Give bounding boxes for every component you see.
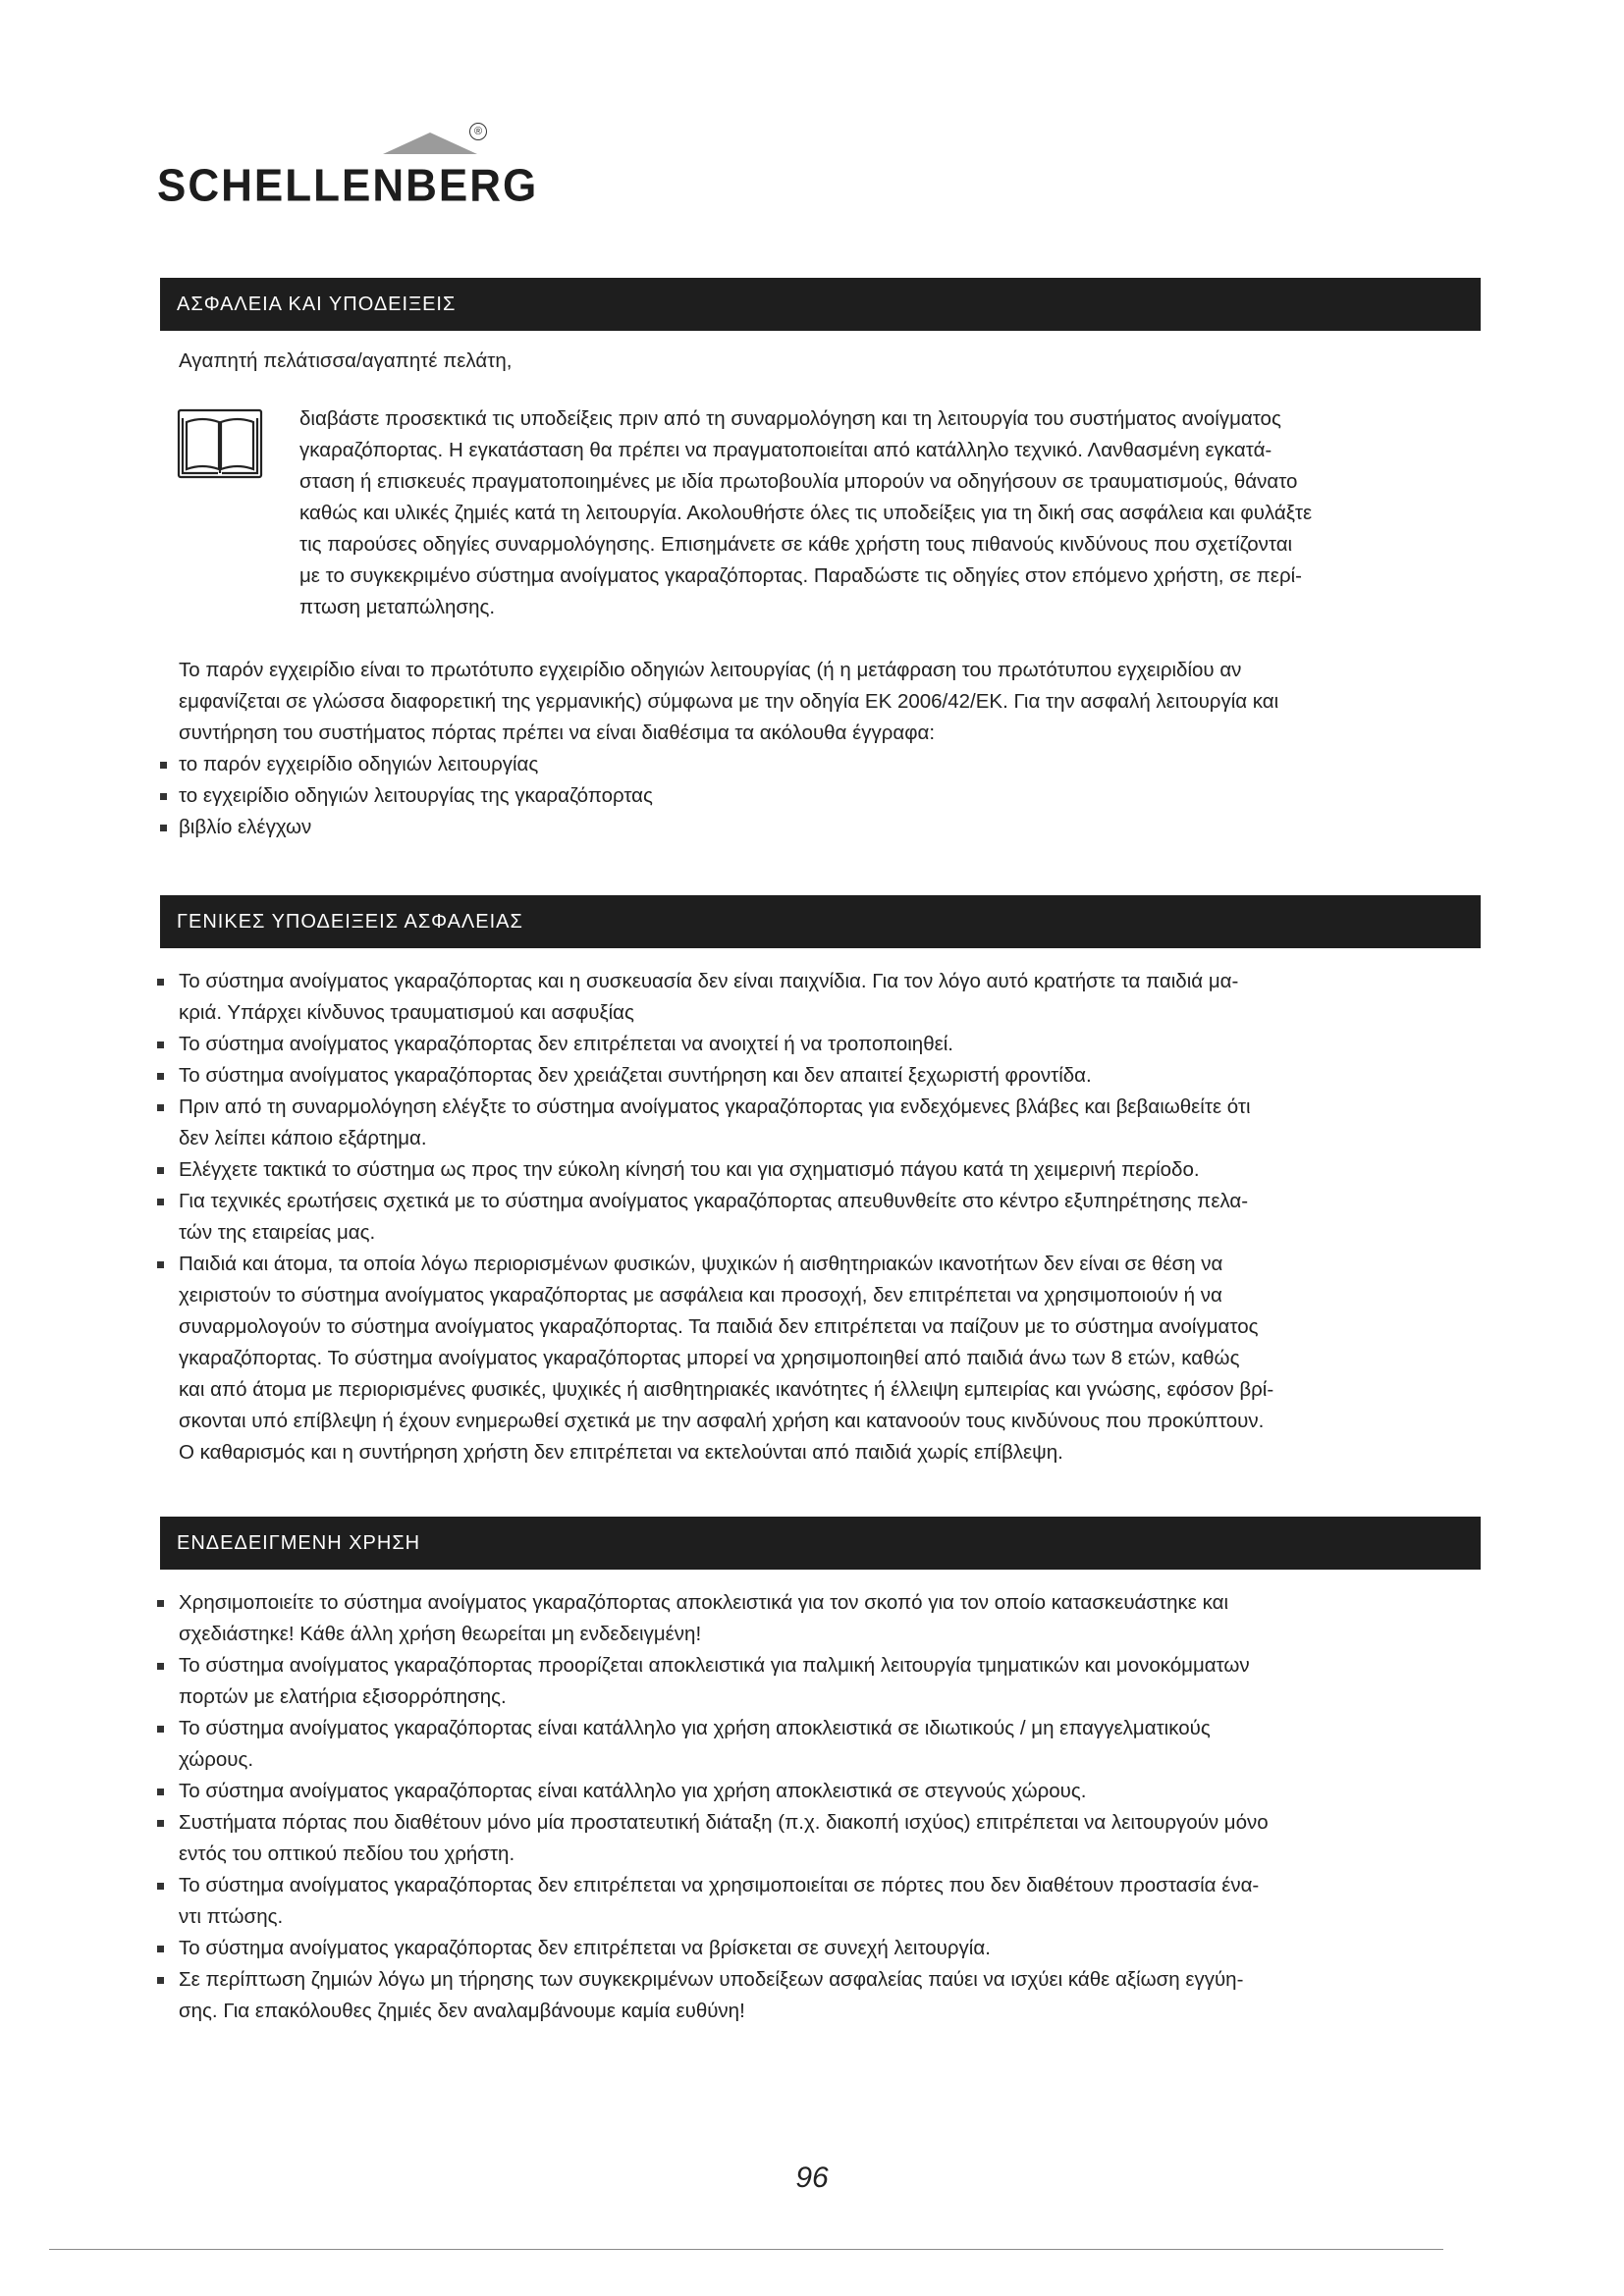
list-item-line: κριά. Υπάρχει κίνδυνος τραυματισμού και ασφυξίας	[179, 1001, 634, 1024]
intro-line: διαβάστε προσεκτικά τις υποδείξεις πριν από τη συναρμολόγηση και τη λειτουργία του συστήματος ανοίγματος	[299, 407, 1281, 430]
list-item-line: Για τεχνικές ερωτήσεις σχετικά με το σύστημα ανοίγματος γκαραζόπορτας απευθυνθείτε στο κέντρο εξυπηρέτησης πελα-	[179, 1190, 1249, 1212]
bullet-icon	[157, 1977, 164, 1984]
list-item	[157, 1092, 1483, 1154]
list-item	[157, 1807, 1483, 1870]
footer-divider	[49, 2249, 1443, 2250]
brand-logo	[157, 123, 539, 221]
list-item-line: χώρους.	[179, 1748, 254, 1771]
bullet-icon	[157, 1789, 164, 1795]
intro-line: σταση ή επισκευές πραγματοποιημένες με ιδία πρωτοβουλία μπορούν να οδηγήσουν σε τραυματισμούς, θάνατο	[299, 470, 1298, 493]
list-item-line: Το σύστημα ανοίγματος γκαραζόπορτας δεν επιτρέπεται να χρησιμοποιείται σε πόρτες που δεν διαθέτουν προστασία ένα-	[179, 1874, 1260, 1896]
list-item	[157, 1186, 1483, 1249]
list-item-line: πορτών με ελατήρια εξισορρόπησης.	[179, 1685, 507, 1708]
section-header-intended-use: ΕΝΔΕΔΕΙΓΜΕΝΗ ΧΡΗΣΗ	[160, 1517, 1481, 1570]
intro-line: τις παρούσες οδηγίες συναρμολόγησης. Επισημάνετε σε κάθε χρήστη τους πιθανούς κινδύνους που σχετίζονται	[299, 533, 1293, 556]
logo-roof-icon	[383, 133, 477, 154]
bullet-icon	[157, 1726, 164, 1733]
list-item-line: Συστήματα πόρτας που διαθέτουν μόνο μία προστατευτική διάταξη (π.χ. διακοπή ισχύος) επιτρέπεται να λειτουργούν μόνο	[179, 1811, 1269, 1834]
list-item	[157, 1713, 1483, 1776]
list-item	[157, 1776, 1483, 1807]
bullet-icon	[157, 1167, 164, 1174]
list-item-line: ντι πτώσης.	[179, 1905, 284, 1928]
list-item	[157, 1870, 1483, 1933]
intro-line: γκαραζόπορτας. Η εγκατάσταση θα πρέπει να πραγματοποιείται από κατάλληλο τεχνικό. Λανθασμένη εγκατά-	[299, 439, 1272, 461]
book-icon	[177, 408, 263, 479]
list-item	[157, 1060, 1483, 1092]
bullet-icon	[157, 1199, 164, 1205]
intro-line: με το συγκεκριμένο σύστημα ανοίγματος γκαραζόπορτας. Παραδώστε τις οδηγίες στον επόμενο χρήστη, σε περί-	[299, 564, 1302, 587]
bullet-icon	[157, 1946, 164, 1952]
list-item	[179, 749, 653, 780]
list-item-line: Παιδιά και άτομα, τα οποία λόγω περιορισμένων φυσικών, ψυχικών ή αισθητηριακών ικανοτήτων δεν είναι σε θέση να	[179, 1253, 1223, 1275]
list-item	[179, 780, 653, 812]
list-item-line: Ελέγχετε τακτικά το σύστημα ως προς την εύκολη κίνησή του και για σχηματισμό πάγου κατά τη χειμερινή περίοδο.	[179, 1158, 1200, 1181]
list-item-line: και από άτομα με περιορισμένες φυσικές, ψυχικές ή αισθητηριακές ικανότητες ή έλλειψη εμπειρίας και γνώσης, εφόσον βρί-	[179, 1378, 1274, 1401]
registered-mark: ®	[469, 123, 487, 140]
intro-line: πτωση μεταπώλησης.	[299, 596, 496, 618]
general-safety-list	[157, 966, 1483, 1468]
required-documents-list	[179, 749, 653, 843]
list-item-line: Το σύστημα ανοίγματος γκαραζόπορτας προορίζεται αποκλειστικά για παλμική λειτουργία τμηματικών και μονοκόμματων	[179, 1654, 1250, 1677]
list-item-line: Το σύστημα ανοίγματος γκαραζόπορτας είναι κατάλληλο για χρήση αποκλειστικά σε ιδιωτικούς / μη επαγγελματικούς	[179, 1717, 1211, 1739]
list-item-text: το εγχειρίδιο οδηγιών λειτουργίας της γκαραζόπορτας	[179, 784, 653, 807]
list-item-line: Πριν από τη συναρμολόγηση ελέγξτε το σύστημα ανοίγματος γκαραζόπορτας για ενδεχόμενες βλάβες και βεβαιωθείτε ότι	[179, 1095, 1251, 1118]
list-item-line: Το σύστημα ανοίγματος γκαραζόπορτας είναι κατάλληλο για χρήση αποκλειστικά σε στεγνούς χώρους.	[179, 1780, 1087, 1802]
list-item	[157, 966, 1483, 1029]
list-item-text: το παρόν εγχειρίδιο οδηγιών λειτουργίας	[179, 753, 539, 775]
list-item-line: Το σύστημα ανοίγματος γκαραζόπορτας και η συσκευασία δεν είναι παιχνίδια. Για τον λόγο αυτό κρατήστε τα παιδιά μα-	[179, 970, 1239, 992]
bullet-icon	[157, 979, 164, 986]
bullet-icon	[157, 1820, 164, 1827]
list-item-line: δεν λείπει κάποιο εξάρτημα.	[179, 1127, 427, 1149]
bullet-icon	[157, 1883, 164, 1890]
list-item	[157, 1650, 1483, 1713]
list-item	[157, 1587, 1483, 1650]
bullet-icon	[160, 825, 167, 831]
bullet-icon	[157, 1104, 164, 1111]
section-header-safety: ΑΣΦΑΛΕΙΑ ΚΑΙ ΥΠΟΔΕΙΞΕΙΣ	[160, 278, 1481, 331]
list-item	[179, 812, 653, 843]
list-item-line: Το σύστημα ανοίγματος γκαραζόπορτας δεν χρειάζεται συντήρηση και δεν απαιτεί ξεχωριστή φροντίδα.	[179, 1064, 1092, 1087]
manual-paragraph	[179, 655, 1475, 749]
list-item-line: εντός του οπτικού πεδίου του χρήστη.	[179, 1842, 515, 1865]
list-item-line: σχεδιάστηκε! Κάθε άλλη χρήση θεωρείται μη ενδεδειγμένη!	[179, 1623, 702, 1645]
manual-line: εμφανίζεται σε γλώσσα διαφορετική της γερμανικής) σύμφωνα με την οδηγία ΕΚ 2006/42/ΕΚ. Για την ασφαλή λειτουργία και	[179, 690, 1279, 713]
manual-line: συντήρηση του συστήματος πόρτας πρέπει να είναι διαθέσιμα τα ακόλουθα έγγραφα:	[179, 721, 936, 744]
list-item-line: γκαραζόπορτας. Το σύστημα ανοίγματος γκαραζόπορτας μπορεί να χρησιμοποιηθεί από παιδιά άνω των 8 ετών, καθώς	[179, 1347, 1240, 1369]
bullet-icon	[157, 1041, 164, 1048]
list-item-line: Το σύστημα ανοίγματος γκαραζόπορτας δεν επιτρέπεται να βρίσκεται σε συνεχή λειτουργία.	[179, 1937, 991, 1959]
intro-paragraph	[299, 403, 1478, 623]
list-item-line: Ο καθαρισμός και η συντήρηση χρήστη δεν επιτρέπεται να εκτελούνται από παιδιά χωρίς επίβλεψη.	[179, 1441, 1063, 1464]
list-item	[157, 1154, 1483, 1186]
section-header-general: ΓΕΝΙΚΕΣ ΥΠΟΔΕΙΞΕΙΣ ΑΣΦΑΛΕΙΑΣ	[160, 895, 1481, 948]
list-item-line: σης. Για επακόλουθες ζημιές δεν αναλαμβάνουμε καμία ευθύνη!	[179, 2000, 745, 2022]
manual-line: Το παρόν εγχειρίδιο είναι το πρωτότυπο εγχειρίδιο οδηγιών λειτουργίας (ή η μετάφραση του πρωτότυπου εγχειριδίου αν	[179, 659, 1242, 681]
list-item-line: Χρησιμοποιείτε το σύστημα ανοίγματος γκαραζόπορτας αποκλειστικά για τον σκοπό για τον οποίο κατασκευάστηκε και	[179, 1591, 1229, 1614]
list-item-line: χειριστούν το σύστημα ανοίγματος γκαραζόπορτας με ασφάλεια και προσοχή, δεν επιτρέπεται να χρησιμοποιούν ή να	[179, 1284, 1222, 1307]
page-number: 96	[795, 2162, 829, 2194]
bullet-icon	[157, 1073, 164, 1080]
brand-name: SCHELLENBERG	[157, 160, 539, 212]
intended-use-list	[157, 1587, 1483, 2027]
list-item-line: Το σύστημα ανοίγματος γκαραζόπορτας δεν επιτρέπεται να ανοιχτεί ή να τροποποιηθεί.	[179, 1033, 953, 1055]
list-item	[157, 1933, 1483, 1964]
list-item	[157, 1964, 1483, 2027]
greeting: Αγαπητή πελάτισσα/αγαπητέ πελάτη,	[179, 349, 513, 372]
list-item-line: συναρμολογούν το σύστημα ανοίγματος γκαραζόπορτας. Τα παιδιά δεν επιτρέπεται να παίζουν με το σύστημα ανοίγματος	[179, 1315, 1259, 1338]
list-item	[157, 1029, 1483, 1060]
bullet-icon	[160, 762, 167, 769]
bullet-icon	[157, 1600, 164, 1607]
intro-line: καθώς και υλικές ζημιές κατά τη λειτουργία. Ακολουθήστε όλες τις υποδείξεις για τη δική σας ασφάλεια και φυλάξτε	[299, 502, 1313, 524]
list-item	[157, 1249, 1483, 1468]
list-item-line: τών της εταιρείας μας.	[179, 1221, 376, 1244]
bullet-icon	[160, 793, 167, 800]
bullet-icon	[157, 1261, 164, 1268]
list-item-line: σκονται υπό επίβλεψη ή έχουν ενημερωθεί σχετικά με την ασφαλή χρήση και κατανοούν τους κινδύνους που προκύπτουν.	[179, 1410, 1265, 1432]
bullet-icon	[157, 1663, 164, 1670]
list-item-line: Σε περίπτωση ζημιών λόγω μη τήρησης των συγκεκριμένων υποδείξεων ασφαλείας παύει να ισχύει κάθε αξίωση εγγύη-	[179, 1968, 1244, 1991]
list-item-text: βιβλίο ελέγχων	[179, 816, 312, 838]
